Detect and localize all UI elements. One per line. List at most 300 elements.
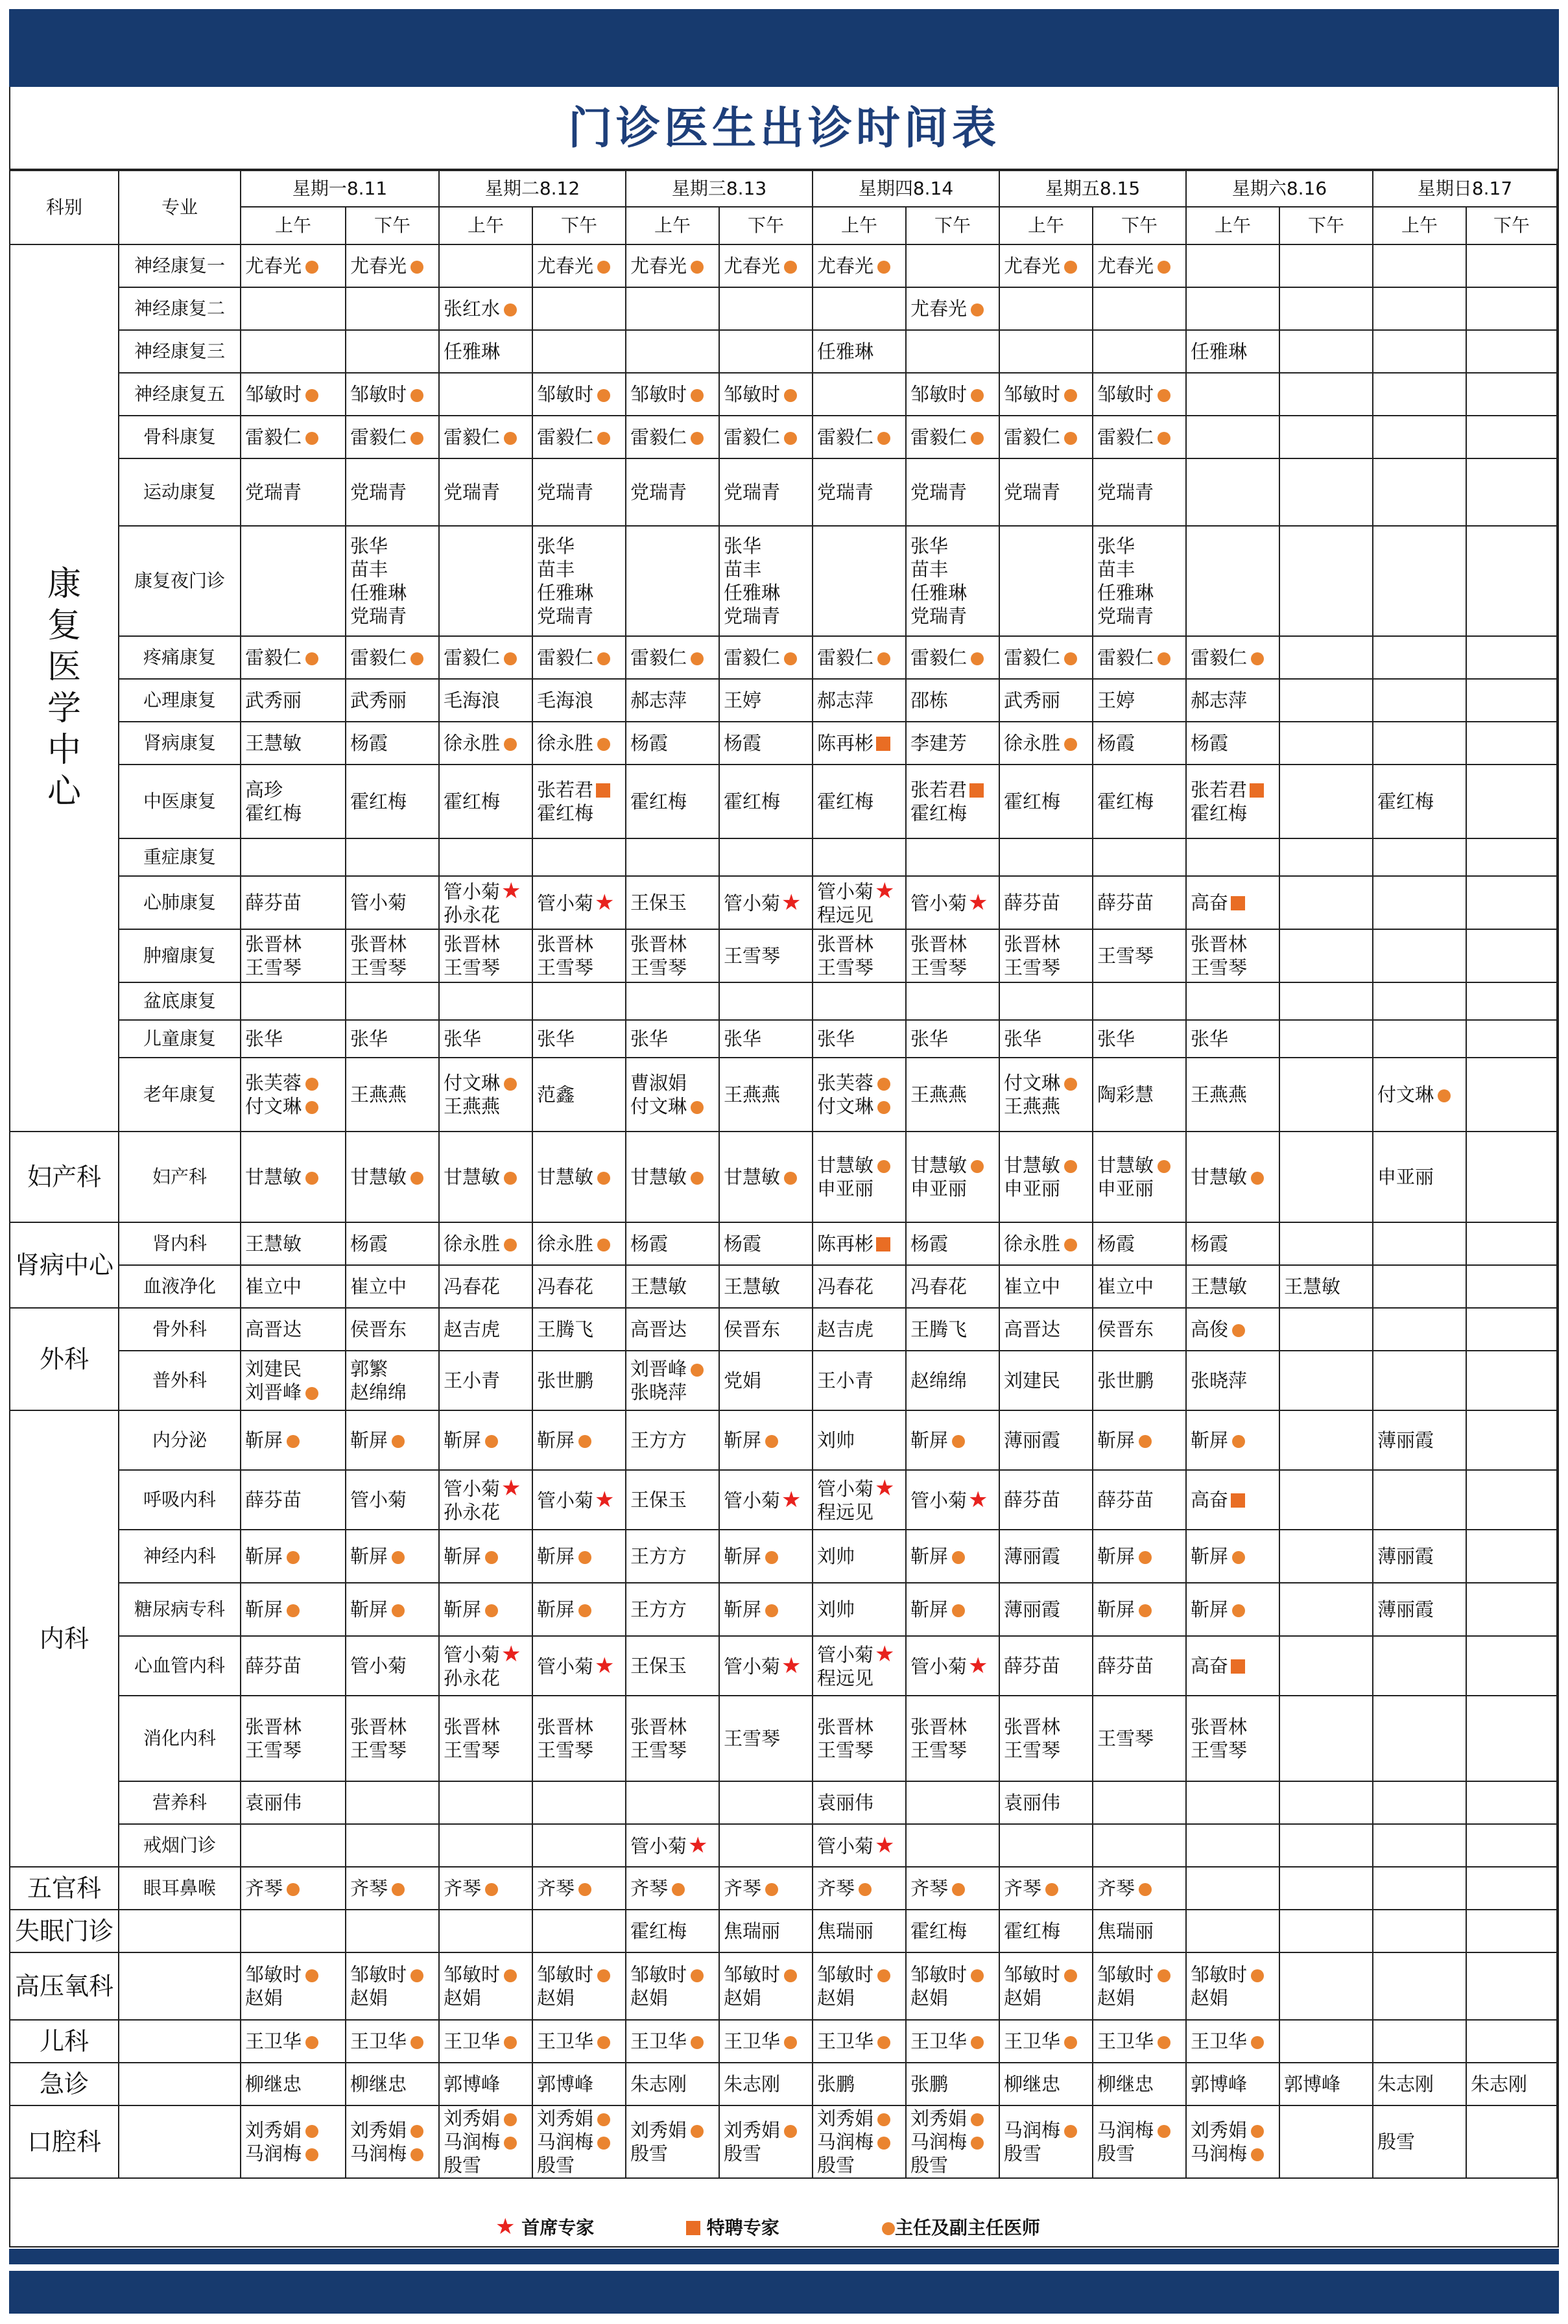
doctor-entry: 尤春光 bbox=[817, 254, 905, 278]
doctor-entry: 刘秀娟 bbox=[350, 2118, 438, 2142]
doctor-entry: 张晋林 bbox=[630, 933, 687, 955]
doctor-entry: 管小菊★ bbox=[630, 1832, 708, 1858]
doctor-entry: 高晋达 bbox=[1004, 1318, 1061, 1340]
slot-cell bbox=[1373, 287, 1466, 330]
slot-cell bbox=[906, 1824, 999, 1867]
slot-cell bbox=[1186, 1020, 1279, 1058]
specialty-cell: 眼耳鼻喉 bbox=[119, 1867, 241, 1910]
slot-cell bbox=[241, 765, 346, 838]
doctor-entry: 刘秀娟 bbox=[1191, 2118, 1279, 2142]
slot-cell bbox=[1466, 1058, 1557, 1132]
doctor-entry: 付文琳 bbox=[444, 1071, 532, 1095]
slot-cell bbox=[813, 458, 906, 526]
doctor-entry: 殷雪 bbox=[1097, 2142, 1135, 2164]
dot-icon bbox=[1251, 2036, 1264, 2049]
slot-cell bbox=[532, 1952, 626, 2020]
slot-cell bbox=[1466, 765, 1557, 838]
doctor-entry: 管小菊★ bbox=[537, 1486, 615, 1513]
dot-icon bbox=[952, 1883, 965, 1896]
slot-cell bbox=[532, 679, 626, 722]
slot-cell bbox=[813, 929, 906, 982]
slot-cell bbox=[999, 1696, 1093, 1781]
dot-icon bbox=[305, 432, 318, 445]
doctor-entry: 赵娟 bbox=[1191, 1987, 1229, 2009]
doctor-entry: 张华 bbox=[537, 1028, 575, 1050]
specialty-cell bbox=[119, 1910, 241, 1952]
doctor-entry: 任雅琳 bbox=[537, 582, 594, 604]
doctor-entry: 邹敏时 bbox=[1004, 1963, 1092, 1986]
slot-cell bbox=[1093, 330, 1186, 373]
slot-cell bbox=[906, 1308, 999, 1351]
slot-cell bbox=[999, 679, 1093, 722]
doctor-entry: 殷雪 bbox=[1377, 2131, 1416, 2153]
doctor-entry: 付文琳 bbox=[1004, 1071, 1092, 1095]
doctor-entry: 朱志刚 bbox=[630, 2073, 687, 2095]
slot-cell bbox=[813, 416, 906, 458]
doctor-entry: 刘晋峰 bbox=[245, 1381, 345, 1404]
slot-cell bbox=[346, 1132, 439, 1222]
slot-cell bbox=[999, 1265, 1093, 1308]
doctor-entry: 甘慧敏 bbox=[724, 1165, 812, 1189]
dot-icon bbox=[305, 2125, 318, 2138]
slot-cell bbox=[241, 1020, 346, 1058]
slot-cell bbox=[241, 1824, 346, 1867]
slot-cell bbox=[813, 1308, 906, 1351]
slot-cell bbox=[1186, 526, 1279, 636]
slot-cell bbox=[626, 1867, 719, 1910]
slot-cell bbox=[346, 1410, 439, 1470]
doctor-entry: 刘秀娟 bbox=[245, 2118, 345, 2142]
specialty-cell: 神经康复二 bbox=[119, 287, 241, 330]
slot-cell bbox=[1279, 1410, 1373, 1470]
slot-cell bbox=[719, 1410, 813, 1470]
doctor-entry: 范鑫 bbox=[537, 1084, 575, 1106]
doctor-entry: 刘秀娟 bbox=[724, 2118, 812, 2142]
slot-cell bbox=[813, 244, 906, 287]
slot-cell bbox=[346, 458, 439, 526]
slot-cell bbox=[999, 330, 1093, 373]
doctor-entry: 杨霞 bbox=[724, 1233, 762, 1255]
slot-cell bbox=[1279, 765, 1373, 838]
slot-cell bbox=[906, 330, 999, 373]
doctor-entry: 薄丽霞 bbox=[1004, 1598, 1061, 1620]
slot-cell bbox=[1373, 1910, 1466, 1952]
dot-icon bbox=[691, 261, 704, 274]
slot-cell bbox=[1093, 458, 1186, 526]
table-row bbox=[10, 1351, 1557, 1410]
day-header: 星期二8.12 bbox=[439, 171, 626, 207]
doctor-entry: 雷毅仁 bbox=[1191, 646, 1279, 669]
slot-cell bbox=[532, 1308, 626, 1351]
table-row bbox=[10, 373, 1557, 416]
dot-icon bbox=[597, 389, 610, 402]
doctor-entry: 申亚丽 bbox=[817, 1178, 874, 1200]
doctor-entry: 张芙蓉 bbox=[245, 1071, 345, 1095]
slot-cell bbox=[346, 1020, 439, 1058]
dot-icon bbox=[952, 1604, 965, 1617]
dot-icon bbox=[877, 2137, 890, 2150]
slot-cell bbox=[439, 1308, 532, 1351]
doctor-entry: 张晋林 bbox=[350, 933, 407, 955]
slot-cell bbox=[813, 982, 906, 1020]
slot-cell bbox=[1186, 1867, 1279, 1910]
slot-cell bbox=[719, 982, 813, 1020]
dot-icon bbox=[485, 1435, 498, 1448]
table-row bbox=[10, 330, 1557, 373]
slot-cell bbox=[1186, 1824, 1279, 1867]
dot-icon bbox=[1139, 1883, 1152, 1896]
doctor-entry: 张华 bbox=[910, 1028, 949, 1050]
doctor-entry: 薛芬苗 bbox=[1097, 892, 1154, 914]
doctor-entry: 邹敏时 bbox=[817, 1963, 905, 1986]
slot-cell bbox=[999, 876, 1093, 929]
doctor-entry: 苗丰 bbox=[724, 558, 762, 580]
doctor-entry: 张世鹏 bbox=[1097, 1370, 1154, 1392]
doctor-entry: 霍红梅 bbox=[630, 1920, 687, 1942]
doctor-entry: 赵娟 bbox=[630, 1987, 669, 2009]
doctor-entry: 邹敏时 bbox=[350, 383, 438, 406]
dot-icon bbox=[877, 432, 890, 445]
doctor-entry: 申亚丽 bbox=[1377, 1166, 1434, 1188]
slot-cell bbox=[719, 526, 813, 636]
slot-cell bbox=[626, 1351, 719, 1410]
slot-cell bbox=[999, 1020, 1093, 1058]
slot-cell bbox=[719, 416, 813, 458]
doctor-entry: 刘秀娟 bbox=[817, 2107, 905, 2130]
dot-icon bbox=[504, 303, 517, 316]
doctor-entry: 薄丽霞 bbox=[1004, 1545, 1061, 1567]
doctor-entry: 雷毅仁 bbox=[245, 646, 345, 669]
slot-cell bbox=[439, 373, 532, 416]
doctor-entry: 张华 bbox=[817, 1028, 855, 1050]
slot-cell bbox=[719, 1020, 813, 1058]
slot-cell bbox=[241, 1636, 346, 1696]
doctor-entry: 管小菊★ bbox=[910, 1486, 988, 1513]
doctor-entry: 雷毅仁 bbox=[245, 425, 345, 449]
slot-cell bbox=[439, 1910, 532, 1952]
dept-cell: 儿科 bbox=[10, 2020, 119, 2063]
slot-cell bbox=[813, 722, 906, 765]
doctor-entry: 杨霞 bbox=[1097, 1233, 1135, 1255]
slot-cell bbox=[906, 1020, 999, 1058]
bottom-banner bbox=[9, 2271, 1559, 2314]
slot-cell bbox=[439, 1132, 532, 1222]
slot-cell bbox=[241, 838, 346, 876]
slot-cell bbox=[626, 2105, 719, 2178]
slot-cell bbox=[241, 982, 346, 1020]
doctor-entry: 刘晋峰 bbox=[630, 1357, 719, 1381]
slot-cell bbox=[626, 765, 719, 838]
doctor-entry: 齐琴 bbox=[1097, 1877, 1185, 1900]
doctor-entry: 张华 bbox=[1097, 535, 1135, 557]
slot-cell bbox=[346, 1470, 439, 1530]
star-icon: ★ bbox=[875, 1641, 895, 1667]
doctor-entry: 雷毅仁 bbox=[1004, 646, 1092, 669]
dot-icon bbox=[691, 2125, 704, 2138]
dept-cell: 肾病中心 bbox=[10, 1222, 119, 1308]
star-icon: ★ bbox=[501, 1641, 521, 1667]
table-row bbox=[10, 1583, 1557, 1636]
doctor-entry: 靳屏 bbox=[444, 1429, 532, 1452]
doctor-entry: 甘慧敏 bbox=[245, 1165, 345, 1189]
doctor-entry: 尤春光 bbox=[724, 254, 812, 278]
specialty-cell: 运动康复 bbox=[119, 458, 241, 526]
doctor-entry: 党瑞青 bbox=[910, 605, 968, 627]
dot-icon bbox=[504, 2036, 517, 2049]
slot-cell bbox=[999, 2105, 1093, 2178]
doctor-entry: 霍红梅 bbox=[245, 802, 302, 824]
doctor-entry: 王雪琴 bbox=[910, 1739, 968, 1761]
doctor-entry: 高俊 bbox=[1191, 1318, 1279, 1341]
dot-icon bbox=[287, 1435, 300, 1448]
dot-icon bbox=[392, 1551, 405, 1564]
doctor-entry: 张晋林 bbox=[444, 1716, 501, 1738]
slot-cell bbox=[439, 1351, 532, 1410]
slot-cell bbox=[626, 1410, 719, 1470]
specialty-cell bbox=[119, 2063, 241, 2105]
table-row bbox=[10, 2063, 1557, 2105]
doctor-entry: 马润梅 bbox=[910, 2130, 999, 2153]
slot-cell bbox=[439, 1470, 532, 1530]
slot-cell bbox=[719, 1910, 813, 1952]
slot-cell bbox=[532, 765, 626, 838]
doctor-entry: 张晋林 bbox=[444, 933, 501, 955]
slot-cell bbox=[1093, 982, 1186, 1020]
slot-cell bbox=[999, 458, 1093, 526]
doctor-entry: 袁丽伟 bbox=[817, 1792, 874, 1814]
doctor-entry: 尤春光 bbox=[537, 254, 625, 278]
slot-cell bbox=[906, 1351, 999, 1410]
slot-cell bbox=[1186, 416, 1279, 458]
slot-cell bbox=[1093, 1781, 1186, 1824]
slot-cell bbox=[1279, 1910, 1373, 1952]
slot-cell bbox=[346, 1058, 439, 1132]
doctor-entry: 雷毅仁 bbox=[1097, 646, 1185, 669]
doctor-entry: 王雪琴 bbox=[444, 1739, 501, 1761]
slot-cell bbox=[1279, 1265, 1373, 1308]
specialty-cell bbox=[119, 2020, 241, 2063]
star-icon: ★ bbox=[781, 889, 802, 916]
doctor-entry: 张晋林 bbox=[350, 1716, 407, 1738]
doctor-entry: 齐琴 bbox=[444, 1877, 532, 1900]
pm-header: 下午 bbox=[346, 207, 439, 244]
slot-cell bbox=[439, 982, 532, 1020]
star-icon: ★ bbox=[968, 1652, 988, 1679]
slot-cell bbox=[1186, 1696, 1279, 1781]
doctor-entry: 冯春花 bbox=[910, 1275, 968, 1298]
doctor-entry: 武秀丽 bbox=[1004, 689, 1061, 711]
slot-cell bbox=[626, 1824, 719, 1867]
slot-cell bbox=[1279, 1636, 1373, 1696]
doctor-entry: 赵娟 bbox=[444, 1987, 482, 2009]
slot-cell bbox=[241, 876, 346, 929]
doctor-entry: 靳屏 bbox=[537, 1598, 625, 1621]
doctor-entry: 霍红梅 bbox=[1097, 790, 1154, 812]
slot-cell bbox=[1093, 1020, 1186, 1058]
specialty-cell: 康复夜门诊 bbox=[119, 526, 241, 636]
slot-cell bbox=[999, 1530, 1093, 1583]
doctor-entry: 任雅琳 bbox=[444, 340, 501, 362]
doctor-entry: 朱志刚 bbox=[1377, 2073, 1434, 2095]
slot-cell bbox=[532, 636, 626, 679]
slot-cell bbox=[439, 1530, 532, 1583]
square-icon bbox=[1231, 896, 1245, 910]
doctor-entry: 靳屏 bbox=[245, 1429, 345, 1452]
doctor-entry: 王卫华 bbox=[817, 2030, 905, 2053]
table-row bbox=[10, 838, 1557, 876]
slot-cell bbox=[532, 1058, 626, 1132]
slot-cell bbox=[439, 1222, 532, 1265]
doctor-entry: 靳屏 bbox=[350, 1545, 438, 1568]
slot-cell bbox=[906, 1696, 999, 1781]
slot-cell bbox=[813, 2063, 906, 2105]
doctor-entry: 霍红梅 bbox=[910, 1920, 968, 1942]
slot-cell bbox=[1466, 2063, 1557, 2105]
dot-icon bbox=[765, 1435, 778, 1448]
slot-cell bbox=[346, 1867, 439, 1910]
slot-cell bbox=[999, 929, 1093, 982]
slot-cell bbox=[439, 1824, 532, 1867]
doctor-entry: 王保玉 bbox=[630, 1655, 687, 1677]
slot-cell bbox=[906, 765, 999, 838]
doctor-entry: 申亚丽 bbox=[1097, 1178, 1154, 1200]
dot-icon bbox=[877, 2036, 890, 2049]
doctor-entry: 杨霞 bbox=[350, 732, 388, 754]
slot-cell bbox=[439, 876, 532, 929]
legend-special: 特聘专家 bbox=[683, 2214, 779, 2240]
slot-cell bbox=[813, 1351, 906, 1410]
doctor-entry: 郝志萍 bbox=[817, 689, 874, 711]
table-row bbox=[10, 1222, 1557, 1265]
slot-cell bbox=[719, 1952, 813, 2020]
slot-cell bbox=[1466, 1781, 1557, 1824]
table-row bbox=[10, 1910, 1557, 1952]
slot-cell bbox=[532, 1265, 626, 1308]
doctor-entry: 张红水 bbox=[444, 297, 532, 320]
slot-cell bbox=[999, 1058, 1093, 1132]
slot-cell bbox=[626, 838, 719, 876]
doctor-entry: 党瑞青 bbox=[817, 481, 874, 503]
doctor-entry: 崔立中 bbox=[1097, 1275, 1154, 1298]
doctor-entry: 雷毅仁 bbox=[817, 425, 905, 449]
slot-cell bbox=[346, 416, 439, 458]
doctor-entry: 张华 bbox=[1191, 1028, 1229, 1050]
doctor-entry: 王雪琴 bbox=[630, 1739, 687, 1761]
slot-cell bbox=[241, 416, 346, 458]
slot-cell bbox=[1373, 2063, 1466, 2105]
slot-cell bbox=[999, 416, 1093, 458]
slot-cell bbox=[1279, 416, 1373, 458]
slot-cell bbox=[999, 1351, 1093, 1410]
dot-icon bbox=[971, 389, 984, 402]
slot-cell bbox=[719, 876, 813, 929]
slot-cell bbox=[532, 1020, 626, 1058]
slot-cell bbox=[719, 1636, 813, 1696]
doctor-entry: 陈再彬 bbox=[817, 731, 905, 755]
slot-cell bbox=[1279, 2105, 1373, 2178]
star-icon: ★ bbox=[875, 877, 895, 904]
slot-cell bbox=[241, 458, 346, 526]
doctor-entry: 刘帅 bbox=[817, 1598, 855, 1620]
slot-cell bbox=[1186, 1910, 1279, 1952]
doctor-entry: 薛芬苗 bbox=[245, 892, 302, 914]
slot-cell bbox=[1186, 636, 1279, 679]
square-icon bbox=[686, 2221, 700, 2235]
doctor-entry: 任雅琳 bbox=[350, 582, 407, 604]
doctor-entry: 刘帅 bbox=[817, 1429, 855, 1451]
slot-cell bbox=[346, 1781, 439, 1824]
slot-cell bbox=[346, 2020, 439, 2063]
slot-cell bbox=[1279, 2020, 1373, 2063]
slot-cell bbox=[1279, 722, 1373, 765]
doctor-entry: 王雪琴 bbox=[817, 1739, 874, 1761]
slot-cell bbox=[906, 982, 999, 1020]
slot-cell bbox=[1466, 1132, 1557, 1222]
slot-cell bbox=[999, 1410, 1093, 1470]
doctor-entry: 薛芬苗 bbox=[245, 1489, 302, 1511]
slot-cell bbox=[1093, 765, 1186, 838]
table-row bbox=[10, 2105, 1557, 2178]
dot-icon bbox=[1064, 1969, 1077, 1982]
slot-cell bbox=[626, 1308, 719, 1351]
doctor-entry: 霍红梅 bbox=[1004, 790, 1061, 812]
doctor-entry: 杨霞 bbox=[1191, 1233, 1229, 1255]
doctor-entry: 管小菊★ bbox=[910, 1652, 988, 1679]
table-row bbox=[10, 1824, 1557, 1867]
slot-cell bbox=[813, 1132, 906, 1222]
doctor-entry: 雷毅仁 bbox=[444, 425, 532, 449]
star-icon: ★ bbox=[595, 889, 615, 916]
slot-cell bbox=[626, 1696, 719, 1781]
slot-cell bbox=[1466, 1308, 1557, 1351]
slot-cell bbox=[1186, 876, 1279, 929]
doctor-entry: 杨霞 bbox=[724, 732, 762, 754]
doctor-entry: 刘秀娟 bbox=[910, 2107, 999, 2130]
slot-cell bbox=[1373, 636, 1466, 679]
doctor-entry: 王燕燕 bbox=[910, 1084, 968, 1106]
specialty-cell: 心血管内科 bbox=[119, 1636, 241, 1696]
slot-cell bbox=[1279, 287, 1373, 330]
slot-cell bbox=[346, 330, 439, 373]
slot-cell bbox=[626, 1470, 719, 1530]
slot-cell bbox=[813, 2105, 906, 2178]
slot-cell bbox=[1279, 876, 1373, 929]
doctor-entry: 齐琴 bbox=[910, 1877, 999, 1900]
dot-icon bbox=[410, 2125, 423, 2138]
dot-icon bbox=[691, 1969, 704, 1982]
slot-cell bbox=[906, 1470, 999, 1530]
doctor-entry: 邹敏时 bbox=[537, 383, 625, 406]
slot-cell bbox=[532, 373, 626, 416]
slot-cell bbox=[1186, 458, 1279, 526]
doctor-entry: 柳继忠 bbox=[350, 2073, 407, 2095]
slot-cell bbox=[241, 1308, 346, 1351]
doctor-entry: 殷雪 bbox=[1004, 2142, 1042, 2164]
slot-cell bbox=[532, 1470, 626, 1530]
slot-cell bbox=[626, 416, 719, 458]
dot-icon bbox=[691, 389, 704, 402]
dept-cell: 外科 bbox=[10, 1308, 119, 1410]
square-icon bbox=[876, 737, 890, 751]
slot-cell bbox=[1373, 765, 1466, 838]
dot-icon bbox=[1064, 1239, 1077, 1251]
slot-cell bbox=[1279, 1058, 1373, 1132]
slot-cell bbox=[346, 876, 439, 929]
slot-cell bbox=[1279, 1020, 1373, 1058]
slot-cell bbox=[1186, 287, 1279, 330]
dot-icon bbox=[971, 652, 984, 665]
slot-cell bbox=[241, 679, 346, 722]
